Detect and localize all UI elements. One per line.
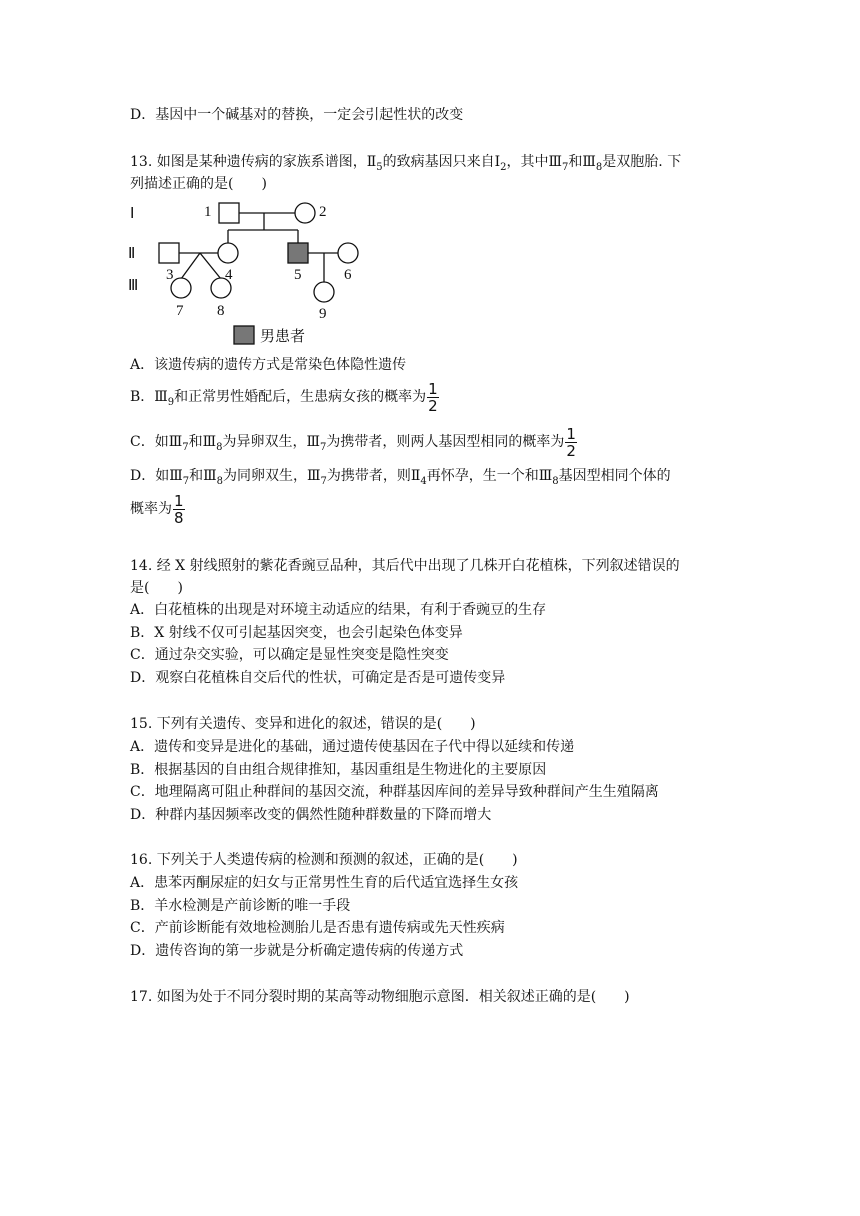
pedigree-individual-7 — [171, 278, 191, 298]
q13-option-b-part: B．Ⅲ — [130, 389, 168, 405]
q14-option-c: C．通过杂交实验，可以确定是显性突变是隐性突变 — [130, 647, 449, 663]
q13-subscript: 7 — [320, 475, 327, 487]
q15-option-d: D．种群内基因频率改变的偶然性随种群数量的下降而增大 — [130, 807, 492, 823]
q17-stem: 17. 如图为处于不同分裂时期的某高等动物细胞示意图．相关叙述正确的是( ) — [130, 989, 630, 1005]
q13-stem-part: 的致病基因只来自Ⅰ — [382, 154, 501, 170]
q13-subscript: 5 — [376, 161, 383, 173]
q13-stem-part: ，其中Ⅲ — [506, 154, 563, 170]
fraction-denominator: 8 — [174, 508, 184, 527]
fraction-numerator: 1 — [428, 379, 438, 398]
pedigree-number-1: 1 — [204, 204, 212, 220]
q13-option-d-part: 和Ⅲ — [189, 468, 217, 484]
q13-stem-line2: 列描述正确的是( ) — [130, 176, 267, 192]
q16-option-c: C．产前诊断能有效地检测胎儿是否患有遗传病或先天性疾病 — [130, 920, 505, 936]
fraction-one-half — [427, 381, 439, 414]
q13-subscript: 8 — [216, 475, 223, 487]
pedigree-number-4: 4 — [225, 267, 233, 283]
pedigree-individual-3 — [159, 243, 179, 263]
pedigree-individual-9 — [314, 282, 334, 302]
q13-stem-part: 和Ⅲ — [568, 154, 596, 170]
q13-option-d-line2 — [130, 492, 185, 526]
q16-option-a: A．患苯丙酮尿症的妇女与正常男性生育的后代适宜选择生女孩 — [130, 875, 519, 891]
q13-option-d — [130, 466, 671, 492]
q13-subscript: 7 — [320, 441, 327, 453]
q13-stem-part: 13. 如图是某种遗传病的家族系谱图，Ⅱ — [130, 154, 377, 170]
fraction-numerator: 1 — [566, 424, 576, 443]
q14-stem-line1: 14. 经 X 射线照射的紫花香豌豆品种，其后代中出现了几株开白花植株，下列叙述错误的 — [130, 558, 680, 574]
generation-label-II: Ⅱ — [128, 246, 136, 262]
generation-label-III: Ⅲ — [128, 278, 139, 294]
legend-swatch — [234, 326, 254, 344]
pedigree-number-6: 6 — [344, 267, 352, 283]
q13-subscript: 7 — [562, 161, 569, 173]
q15-option-a: A．遗传和变异是进化的基础，通过遗传使基因在子代中得以延续和传递 — [130, 739, 575, 755]
q14-option-d: D．观察白花植株自交后代的性状，可确定是否是可遗传变异 — [130, 670, 506, 686]
fraction-denominator: 2 — [566, 441, 576, 460]
q13-subscript: 4 — [420, 475, 427, 487]
q13-subscript: 8 — [552, 475, 559, 487]
pedigree-individual-1 — [219, 203, 239, 223]
pedigree-individual-5 — [288, 243, 308, 263]
q13-subscript: 7 — [182, 441, 189, 453]
prev-option-d: D．基因中一个碱基对的替换，一定会引起性状的改变 — [130, 107, 464, 123]
pedigree-number-8: 8 — [217, 303, 225, 319]
q13-option-d-part: 为携带者，则Ⅱ — [326, 468, 421, 484]
twin-branch-right — [200, 253, 221, 279]
q13-option-c-part: 为携带者，则两人基因型相同的概率为 — [326, 434, 565, 450]
q13-option-d-part: 概率为 — [130, 501, 172, 517]
q16-option-b: B．羊水检测是产前诊断的唯一手段 — [130, 898, 351, 914]
q13-option-b — [130, 380, 439, 420]
q13-option-d-part: D．如Ⅲ — [130, 468, 183, 484]
fraction-denominator: 2 — [428, 396, 438, 415]
twin-branch-left — [181, 253, 200, 279]
q14-stem-line2: 是( ) — [130, 580, 183, 596]
q15-option-b: B．根据基因的自由组合规律推知，基因重组是生物进化的主要原因 — [130, 762, 547, 778]
q13-option-a: A．该遗传病的遗传方式是常染色体隐性遗传 — [130, 357, 407, 373]
pedigree-number-7: 7 — [176, 303, 184, 319]
q13-option-c-part: 为异卵双生，Ⅲ — [222, 434, 320, 450]
pedigree-number-3: 3 — [166, 267, 174, 283]
pedigree-chart — [128, 198, 368, 348]
q13-option-c-part: 和Ⅲ — [188, 434, 217, 450]
fraction-one-half — [565, 426, 577, 459]
q13-subscript: 8 — [216, 441, 223, 453]
pedigree-number-9: 9 — [319, 306, 327, 322]
q13-subscript: 8 — [595, 161, 603, 173]
q14-option-a: A．白花植株的出现是对环境主动适应的结果，有利于香豌豆的生存 — [130, 602, 547, 618]
legend-label: 男患者 — [260, 329, 306, 345]
pedigree-individual-2 — [295, 203, 315, 223]
q13-subscript: 9 — [167, 396, 175, 408]
pedigree-number-2: 2 — [319, 204, 327, 220]
q13-option-c — [130, 425, 577, 465]
q13-subscript: 2 — [500, 161, 507, 173]
q15-option-c: C．地理隔离可阻止种群间的基因交流，种群基因库间的差异导致种群间产生生殖隔离 — [130, 784, 659, 800]
q16-option-d: D．遗传咨询的第一步就是分析确定遗传病的传递方式 — [130, 943, 464, 959]
q16-stem: 16. 下列关于人类遗传病的检测和预测的叙述，正确的是( ) — [130, 852, 518, 868]
pedigree-individual-4 — [218, 243, 238, 263]
q13-stem-part: 是双胞胎. 下 — [602, 154, 682, 170]
q13-option-d-part: 再怀孕，生一个和Ⅲ — [426, 468, 553, 484]
q14-option-b: B．X 射线不仅可引起基因突变，也会引起染色体变异 — [130, 625, 463, 641]
pedigree-number-5: 5 — [294, 267, 302, 283]
q13-option-b-part: 和正常男性婚配后，生患病女孩的概率为 — [174, 389, 427, 405]
q13-option-d-part: 基因型相同个体的 — [558, 468, 671, 484]
q15-stem: 15. 下列有关遗传、变异和进化的叙述，错误的是( ) — [130, 716, 476, 732]
generation-label-I: Ⅰ — [130, 206, 135, 222]
pedigree-individual-6 — [338, 243, 358, 263]
fraction-numerator: 1 — [174, 491, 184, 510]
q13-subscript: 7 — [182, 475, 190, 487]
q13-option-d-part: 为同卵双生，Ⅲ — [223, 468, 321, 484]
q13-option-c-part: C．如Ⅲ — [130, 434, 183, 450]
fraction-one-eighth — [173, 493, 185, 526]
